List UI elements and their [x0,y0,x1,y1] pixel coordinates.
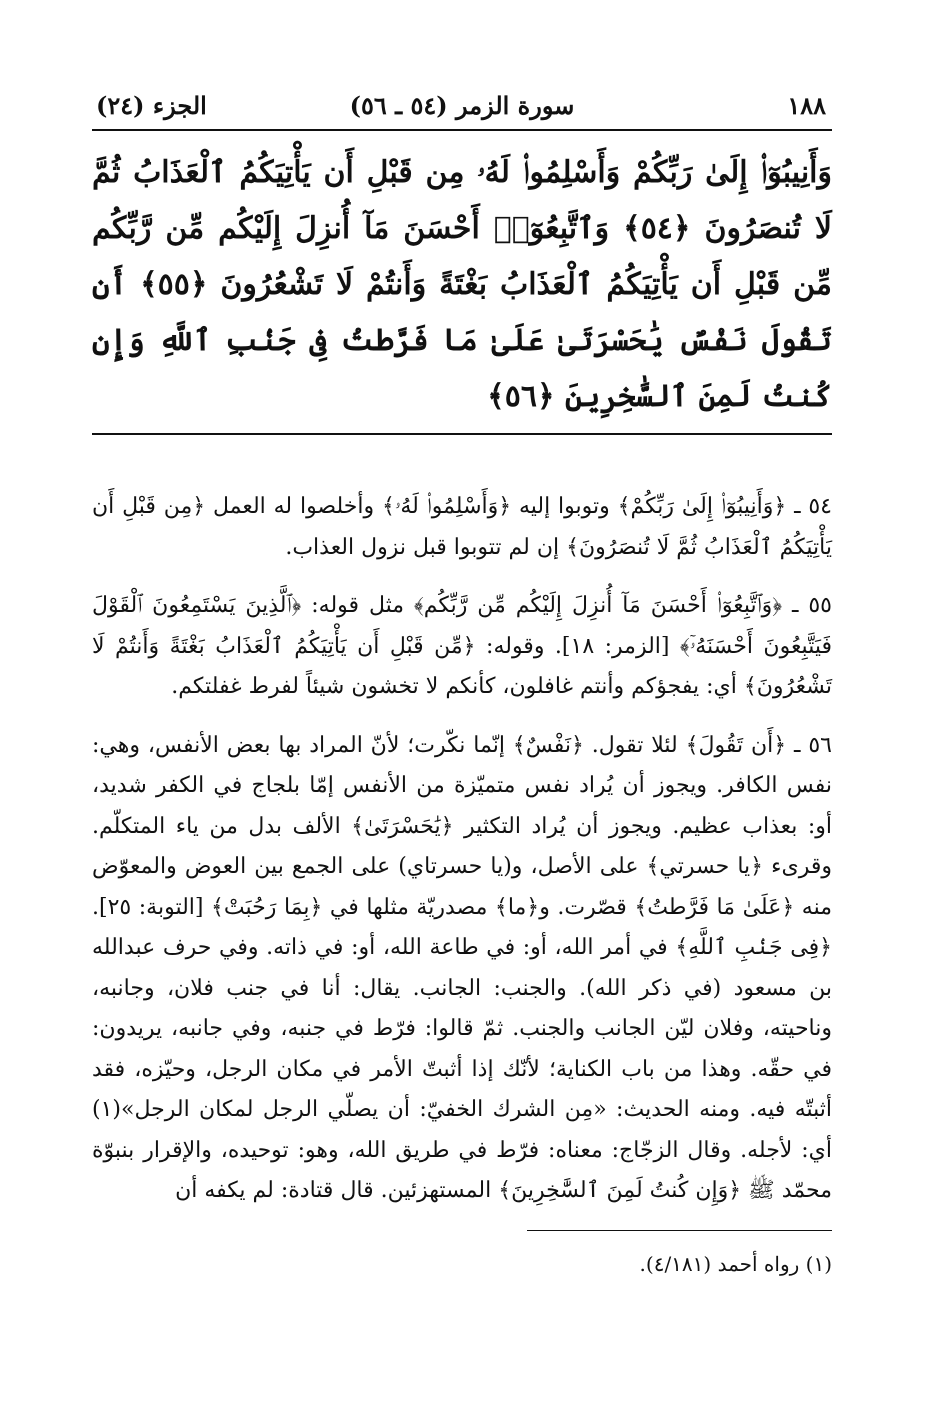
footnote-divider [527,1230,832,1231]
juz-label: الجزء (٢٤) [96,91,207,120]
page-number: ١٨٨ [787,91,826,120]
commentary-paragraph: ٥٥ ـ ﴿وَٱتَّبِعُوٓا۟ أَحْسَنَ مَآ أُنزِلَ إِلَيْكُم مِّن رَّبِّكُم﴾ مثل قوله: ﴿ٱلَّذِينَ يَسْتَمِعُونَ ٱلْقَوْلَ فَيَتَّبِعُونَ أَحْسَنَهُۥٓ﴾ [الزمر: ١٨]. وقوله: ﴿مِّن قَبْلِ أَن يَأْتِيَكُمُ ٱلْعَذَابُ بَغْتَةً وَأَنتُمْ لَا تَشْعُرُونَ﴾ أي: يفجؤكم وأنتم غافلون، كأنكم لا تخشون شيئاً لفرط غفلتكم. [92,593,832,699]
quran-divider [92,433,832,435]
footnote: (١) رواه أحمد (٤/١٨١). [639,1251,832,1276]
page-header [92,85,832,131]
commentary [92,487,832,1212]
book-page [92,85,832,1279]
surah-title: سورة الزمر (٥٤ ـ ٥٦) [349,91,575,120]
commentary-paragraph: ٥٦ ـ ﴿أَن تَقُولَ﴾ لئلا تقول. ﴿نَفْسٌ﴾ إنّما نكّرت؛ لأنّ المراد بها بعض الأنفس، وهي: نفس الكافر. ويجوز أن يُراد نفس متميّزة من الأنفس إمّا بلجاج في الكفر شديد، أو: بعذاب عظيم. ويجوز أن يُراد التكثير ﴿يَٰحَسْرَتَىٰ﴾ الألف بدل من ياء المتكلّم. وقرىء ﴿يا حسرتي﴾ على الأصل، و(يا حسرتاي) على الجمع بين العوض والمعوّض منه ﴿عَلَىٰ مَا فَرَّطتُ﴾ قصّرت. و﴿ما﴾ مصدريّة مثلها في ﴿بِمَا رَحُبَتْ﴾ [التوبة: ٢٥]. ﴿فِى جَنۢبِ ٱللَّهِ﴾ في أمر الله، أو: في طاعة الله، أو: في ذاته. وفي حرف عبدالله بن مسعود (في ذكر الله). والجنب: الجانب. يقال: أنا في جنب فلان، وجانبه، وناحيته، وفلان ليّن الجانب والجنب. ثمّ قالوا: فرّط في جنبه، وفي جانبه، يريدون: في حقّه. وهذا من باب الكناية؛ لأنّك إذا أثبتّ الأمر في مكان الرجل، وحيّزه، فقد أثبتّه فيه. ومنه الحديث: «مِن الشرك الخفيّ: أن يصلّي الرجل لمكان الرجل»(١) أي: لأجله. وقال الزجّاج: معناه: فرّط في طريق الله، وهو: توحيده، والإقرار بنبوّة محمّد ﷺ ﴿وَإِن كُنتُ لَمِنَ ٱلسَّٰخِرِينَ﴾ المستهزئين. قال قتادة: لم يكفه أن [92,732,832,1203]
quran-text: وَأَنِيبُوٓا۟ إِلَىٰ رَبِّكُمْ وَأَسْلِمُوا۟ لَهُۥ مِن قَبْلِ أَن يَأْتِيَكُمُ ٱلْعَذَابُ ثُمَّ لَا تُنصَرُونَ ﴿٥٤﴾ وَٱتَّبِعُوٓا۟ أَحْسَنَ مَآ أُنزِلَ إِلَيْكُم مِّن رَّبِّكُم مِّن قَبْلِ أَن يَأْتِيَكُمُ ٱلْعَذَابُ بَغْتَةً وَأَنتُمْ لَا تَشْعُرُونَ ﴿٥٥﴾ أَن تَقُولَ نَفْسٌ يَٰحَسْرَتَىٰ عَلَىٰ مَا فَرَّطتُ فِى جَنۢبِ ٱللَّهِ وَإِن كُنتُ لَمِنَ ٱلسَّٰخِرِينَ ﴿٥٦﴾ [92,155,832,414]
commentary-paragraph: ٥٤ ـ ﴿وَأَنِيبُوٓا۟ إِلَىٰ رَبِّكُمْ﴾ وتوبوا إليه ﴿وَأَسْلِمُوا۟ لَهُۥ﴾ وأخلصوا له العمل ﴿مِن قَبْلِ أَن يَأْتِيَكُمُ ٱلْعَذَابُ ثُمَّ لَا تُنصَرُونَ﴾ إن لم تتوبوا قبل نزول العذاب. [92,494,832,560]
